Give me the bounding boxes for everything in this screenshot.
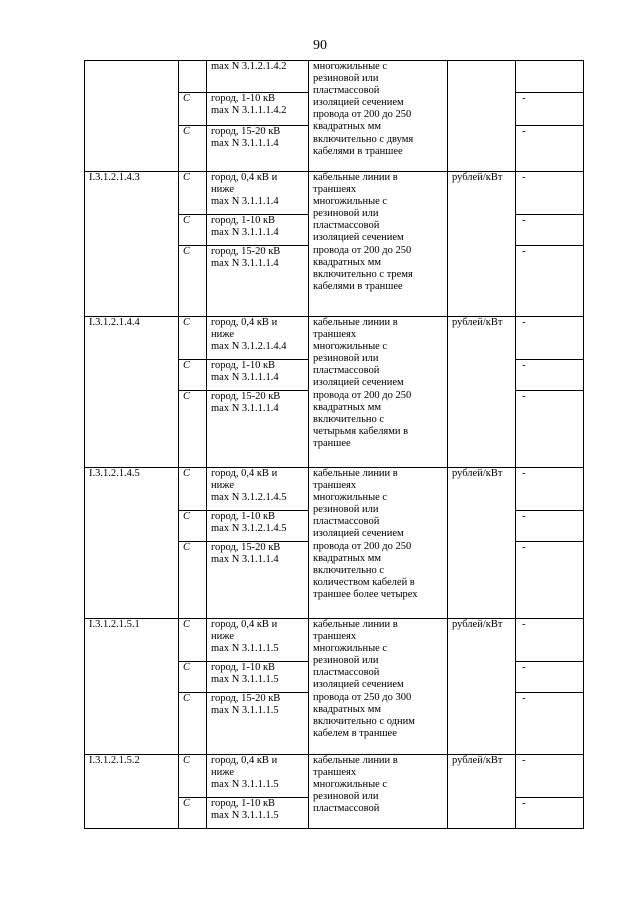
- table-row: [85, 172, 584, 215]
- value-cell: -: [516, 93, 584, 126]
- value-cell: -: [516, 172, 584, 215]
- location-cell: город, 1-10 кВ max N 3.1.1.1.5: [207, 662, 309, 693]
- page-number: 90: [313, 38, 327, 53]
- description-cell: кабельные линии в траншеях многожильные с резиновой или пластмассовой изоляцией сечением провода от 200 до 250 квадратных мм включительно с тремя кабелями в траншее: [309, 172, 448, 317]
- category-cell: С: [179, 798, 207, 829]
- location-cell: город, 0,4 кВ и ниже max N 3.1.1.1.5: [207, 619, 309, 662]
- category-cell: С: [179, 511, 207, 542]
- location-cell: город, 1-10 кВ max N 3.1.1.1.4: [207, 360, 309, 391]
- category-cell: С: [179, 172, 207, 215]
- location-cell: город, 15-20 кВ max N 3.1.1.1.4: [207, 391, 309, 468]
- unit-cell: [448, 61, 516, 172]
- location-cell: город, 1-10 кВ max N 3.1.2.1.4.5: [207, 511, 309, 542]
- value-cell: -: [516, 360, 584, 391]
- code-cell: I.3.1.2.1.5.1: [85, 619, 179, 755]
- description-cell: кабельные линии в траншеях многожильные с резиновой или пластмассовой изоляцией сечением провода от 200 до 250 квадратных мм включительно с четырьмя кабелями в траншее: [309, 317, 448, 468]
- value-cell: -: [516, 317, 584, 360]
- value-cell: -: [516, 511, 584, 542]
- value-cell: -: [516, 391, 584, 468]
- category-cell: С: [179, 317, 207, 360]
- category-cell: С: [179, 755, 207, 798]
- category-cell: С: [179, 126, 207, 172]
- tariff-table: [84, 60, 583, 829]
- category-cell: С: [179, 693, 207, 755]
- category-cell: С: [179, 391, 207, 468]
- location-cell: город, 15-20 кВ max N 3.1.1.1.4: [207, 542, 309, 619]
- location-cell: город, 0,4 кВ и ниже max N 3.1.2.1.4.5: [207, 468, 309, 511]
- value-cell: -: [516, 693, 584, 755]
- location-cell: город, 1-10 кВ max N 3.1.1.1.4.2: [207, 93, 309, 126]
- category-cell: С: [179, 542, 207, 619]
- value-cell: -: [516, 755, 584, 798]
- value-cell: -: [516, 215, 584, 246]
- unit-cell: рублей/кВт: [448, 619, 516, 755]
- category-cell: С: [179, 360, 207, 391]
- category-cell: С: [179, 215, 207, 246]
- table-row: [85, 619, 584, 662]
- location-cell: город, 1-10 кВ max N 3.1.1.1.4: [207, 215, 309, 246]
- table-body: [85, 61, 584, 829]
- location-cell: город, 1-10 кВ max N 3.1.1.1.5: [207, 798, 309, 829]
- location-cell: город, 15-20 кВ max N 3.1.1.1.4: [207, 246, 309, 317]
- table-row: [85, 468, 584, 511]
- location-cell: город, 15-20 кВ max N 3.1.1.1.5: [207, 693, 309, 755]
- location-cell: город, 15-20 кВ max N 3.1.1.1.4: [207, 126, 309, 172]
- value-cell: [516, 61, 584, 93]
- code-cell: I.3.1.2.1.4.5: [85, 468, 179, 619]
- value-cell: -: [516, 246, 584, 317]
- category-cell: С: [179, 662, 207, 693]
- value-cell: -: [516, 662, 584, 693]
- category-cell: [179, 61, 207, 93]
- value-cell: -: [516, 542, 584, 619]
- unit-cell: рублей/кВт: [448, 755, 516, 829]
- category-cell: С: [179, 246, 207, 317]
- code-cell: I.3.1.2.1.5.2: [85, 755, 179, 829]
- location-cell: город, 0,4 кВ и ниже max N 3.1.1.1.4: [207, 172, 309, 215]
- description-cell: кабельные линии в траншеях многожильные с резиновой или пластмассовой изоляцией сечением провода от 250 до 300 квадратных мм включительно с одним кабелем в траншее: [309, 619, 448, 755]
- location-cell: max N 3.1.2.1.4.2: [207, 61, 309, 93]
- code-cell: I.3.1.2.1.4.4: [85, 317, 179, 468]
- description-cell: кабельные линии в траншеях многожильные с резиновой или пластмассовой: [309, 755, 448, 829]
- table-row: [85, 61, 584, 93]
- category-cell: С: [179, 93, 207, 126]
- table-row: [85, 755, 584, 798]
- description-cell: многожильные с резиновой или пластмассовой изоляцией сечением провода от 200 до 250 квадратных мм включительно с двумя кабелями в траншее: [309, 61, 448, 172]
- category-cell: С: [179, 619, 207, 662]
- unit-cell: рублей/кВт: [448, 468, 516, 619]
- value-cell: -: [516, 619, 584, 662]
- category-cell: С: [179, 468, 207, 511]
- table-row: [85, 317, 584, 360]
- location-cell: город, 0,4 кВ и ниже max N 3.1.2.1.4.4: [207, 317, 309, 360]
- value-cell: -: [516, 798, 584, 829]
- value-cell: -: [516, 126, 584, 172]
- unit-cell: рублей/кВт: [448, 317, 516, 468]
- value-cell: -: [516, 468, 584, 511]
- unit-cell: рублей/кВт: [448, 172, 516, 317]
- code-cell: I.3.1.2.1.4.3: [85, 172, 179, 317]
- description-cell: кабельные линии в траншеях многожильные с резиновой или пластмассовой изоляцией сечением провода от 200 до 250 квадратных мм включительно с количеством кабелей в траншее более четырех: [309, 468, 448, 619]
- code-cell: [85, 61, 179, 172]
- location-cell: город, 0,4 кВ и ниже max N 3.1.1.1.5: [207, 755, 309, 798]
